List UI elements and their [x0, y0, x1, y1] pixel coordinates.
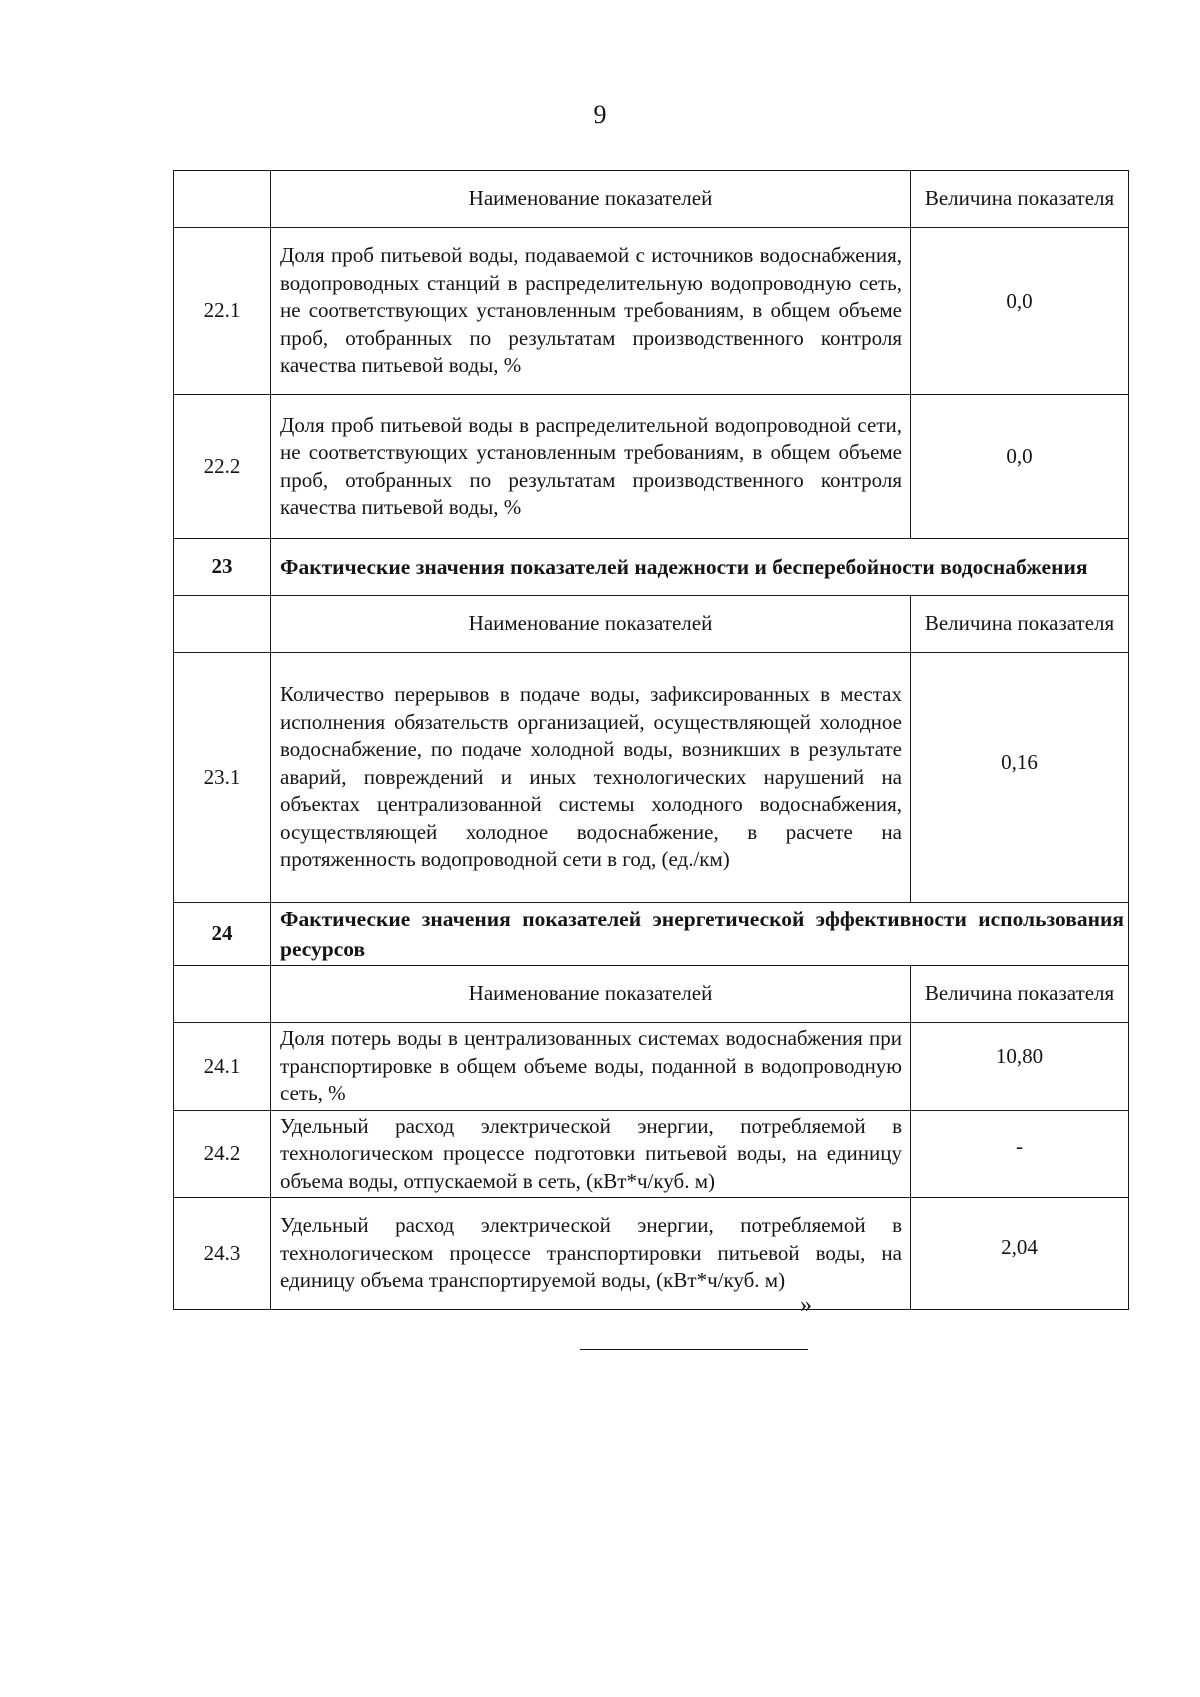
closing-quote-mark: »	[800, 1292, 812, 1318]
header-number-cell	[174, 966, 271, 1023]
row-number: 22.2	[174, 395, 271, 539]
section-number: 24	[174, 903, 271, 966]
section-row	[174, 903, 1129, 966]
header-number-cell	[174, 171, 271, 228]
row-description: Удельный расход электрической энергии, потребляемой в технологическом процессе транспортировки питьевой воды, на единицу объема транспортируемой воды, (кВт*ч/куб. м)	[271, 1198, 911, 1310]
row-value	[911, 1110, 1129, 1198]
header-value-cell: Величина показателя	[911, 596, 1129, 653]
table-row	[174, 395, 1129, 539]
indicators-table	[173, 170, 1129, 1310]
row-description: Доля потерь воды в централизованных системах водоснабжения при транспортировке в общем объеме воды, поданной в водопроводную сеть, %	[271, 1023, 911, 1111]
row-value	[911, 1023, 1129, 1111]
row-value	[911, 1198, 1129, 1310]
table-row	[174, 1198, 1129, 1310]
table-row	[174, 1110, 1129, 1198]
header-name-cell: Наименование показателей	[271, 966, 911, 1023]
table-row	[174, 1023, 1129, 1111]
row-value-text: -	[1016, 1133, 1023, 1158]
row-description: Доля проб питьевой воды, подаваемой с источников водоснабжения, водопроводных станций в распределительную водопроводную сеть, не соответствующих установленным требованиям, в общем объеме проб, отобранных по результатам производственного контроля качества питьевой воды, %	[271, 228, 911, 395]
table-header-row	[174, 966, 1129, 1023]
row-description: Удельный расход электрической энергии, потребляемой в технологическом процессе подготовки питьевой воды, на единицу объема воды, отпускаемой в сеть, (кВт*ч/куб. м)	[271, 1110, 911, 1198]
row-value	[911, 228, 1129, 395]
header-name-cell: Наименование показателей	[271, 171, 911, 228]
row-value-text: 10,80	[995, 1044, 1044, 1068]
row-value	[911, 395, 1129, 539]
row-number: 24.1	[174, 1023, 271, 1111]
table-header-row	[174, 171, 1129, 228]
section-title: Фактические значения показателей энергетической эффективности использования ресурсов	[271, 903, 1129, 966]
table-row	[174, 228, 1129, 395]
row-description: Доля проб питьевой воды в распределительной водопроводной сети, не соответствующих установленным требованиям, в общем объеме проб, отобранных по результатам производственного контроля качества питьевой воды, %	[271, 395, 911, 539]
table-row	[174, 653, 1129, 903]
page-number: 9	[593, 100, 607, 129]
header-number-cell	[174, 596, 271, 653]
section-title: Фактические значения показателей надежности и бесперебойности водоснабжения	[271, 539, 1129, 596]
row-value-text: 0,16	[1001, 750, 1038, 774]
row-value	[911, 653, 1129, 903]
row-number: 23.1	[174, 653, 271, 903]
header-value-cell: Величина показателя	[911, 171, 1129, 228]
row-value-text: 0,0	[1006, 289, 1033, 313]
bottom-divider-line	[580, 1349, 808, 1350]
section-row	[174, 539, 1129, 596]
row-description: Количество перерывов в подаче воды, зафиксированных в местах исполнения обязательств организацией, осуществляющей холодное водоснабжение, по подаче холодной воды, возникших в результате аварий, повреждений и иных технологических нарушений на объектах централизованной системы холодного водоснабжения, осуществляющей холодное водоснабжение, в расчете на протяженность водопроводной сети в год, (ед./км)	[271, 653, 911, 903]
header-name-cell: Наименование показателей	[271, 596, 911, 653]
row-value-text: 0,0	[1006, 444, 1033, 468]
row-number: 24.3	[174, 1198, 271, 1310]
row-number: 24.2	[174, 1110, 271, 1198]
header-value-cell: Величина показателя	[911, 966, 1129, 1023]
section-number: 23	[174, 539, 271, 596]
row-value-text: 2,04	[1001, 1235, 1038, 1259]
table-header-row	[174, 596, 1129, 653]
row-number: 22.1	[174, 228, 271, 395]
